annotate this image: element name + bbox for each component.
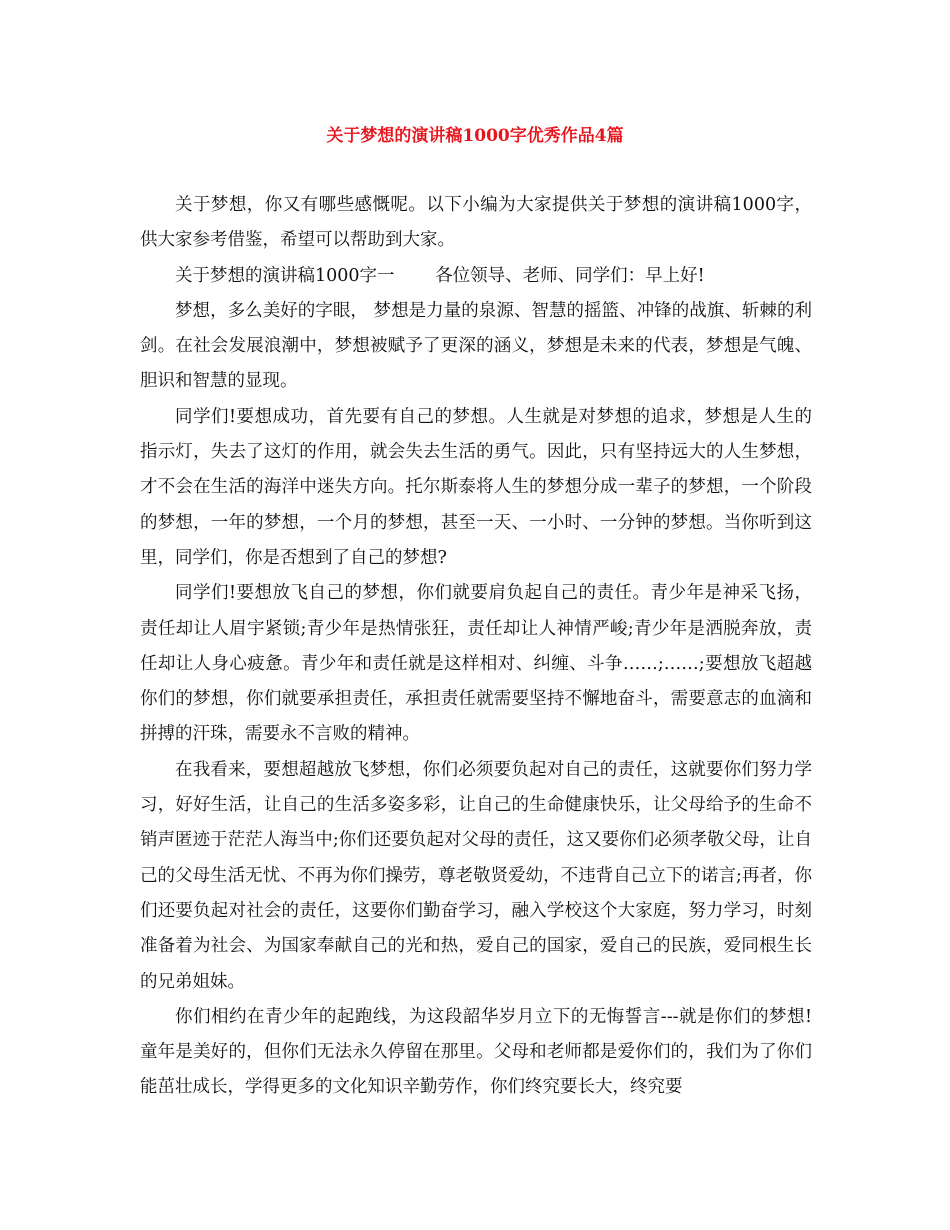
paragraph-have-dream: 同学们!要想成功，首先要有自己的梦想。人生就是对梦想的追求，梦想是人生的指示灯，失去了这灯的作用，就会失去生活的勇气。因此，只有坚持远大的人生梦想，才不会在生活的海洋中迷失方向。托尔斯泰将人生的梦想分成一辈子的梦想，一个阶段的梦想，一年的梦想，一个月的梦想，甚至一天、一小时、一分钟的梦想。当你听到这里，同学们，你是否想到了自己的梦想? bbox=[140, 406, 812, 568]
paragraph-responsibility: 同学们!要想放飞自己的梦想，你们就要肩负起自己的责任。青少年是神采飞扬，责任却让人眉宇紧锁;青少年是热情张狂，责任却让人神情严峻;青少年是洒脱奔放，责任却让人身心疲惫。青少年和责任就是这样相对、纠缠、斗争……;……;要想放飞超越你们的梦想，你们就要承担责任，承担责任就需要坚持不懈地奋斗，需要意志的血滴和拼搏的汗珠，需要永不言败的精神。 bbox=[140, 583, 812, 745]
paragraph-dream-meaning: 梦想，多么美好的字眼， 梦想是力量的泉源、智慧的摇篮、冲锋的战旗、斩棘的利剑。在社会发展浪潮中，梦想被赋予了更深的涵义，梦想是未来的代表，梦想是气魄、胆识和智慧的显现。 bbox=[140, 300, 812, 392]
paragraph-in-my-view: 在我看来，要想超越放飞梦想，你们必须要负起对自己的责任，这就要你们努力学习，好好生活，让自己的生活多姿多彩，让自己的生命健康快乐，让父母给予的生命不销声匿迹于茫茫人海当中;你们还要负起对父母的责任，这又要你们必须孝敬父母，让自己的父母生活无忧、不再为你们操劳，尊老敬贤爱幼，不违背自己立下的诺言;再者，你们还要负起对社会的责任，这要你们勤奋学习，融入学校这个大家庭，努力学习，时刻准备着为社会、为国家奉献自己的光和热，爱自己的国家，爱自己的民族，爱同根生长的兄弟姐妹。 bbox=[140, 759, 812, 992]
paragraph-intro: 关于梦想，你又有哪些感慨呢。以下小编为大家提供关于梦想的演讲稿1000字，供大家参考借鉴，希望可以帮助到大家。 bbox=[140, 195, 812, 251]
document-body bbox=[140, 188, 812, 1106]
paragraph-starting-line: 你们相约在青少年的起跑线，为这段韶华岁月立下的无悔誓言---就是你们的梦想!童年是美好的，但你们无法永久停留在那里。父母和老师都是爱你们的，我们为了你们能茁壮成长，学得更多的文化知识辛勤劳作，你们终究要长大，终究要 bbox=[140, 1006, 812, 1098]
paragraph-heading-greeting: 关于梦想的演讲稿1000字一 各位领导、老师、同学们：早上好! bbox=[175, 265, 705, 286]
document-title: 关于梦想的演讲稿1000字优秀作品4篇 bbox=[326, 126, 624, 146]
